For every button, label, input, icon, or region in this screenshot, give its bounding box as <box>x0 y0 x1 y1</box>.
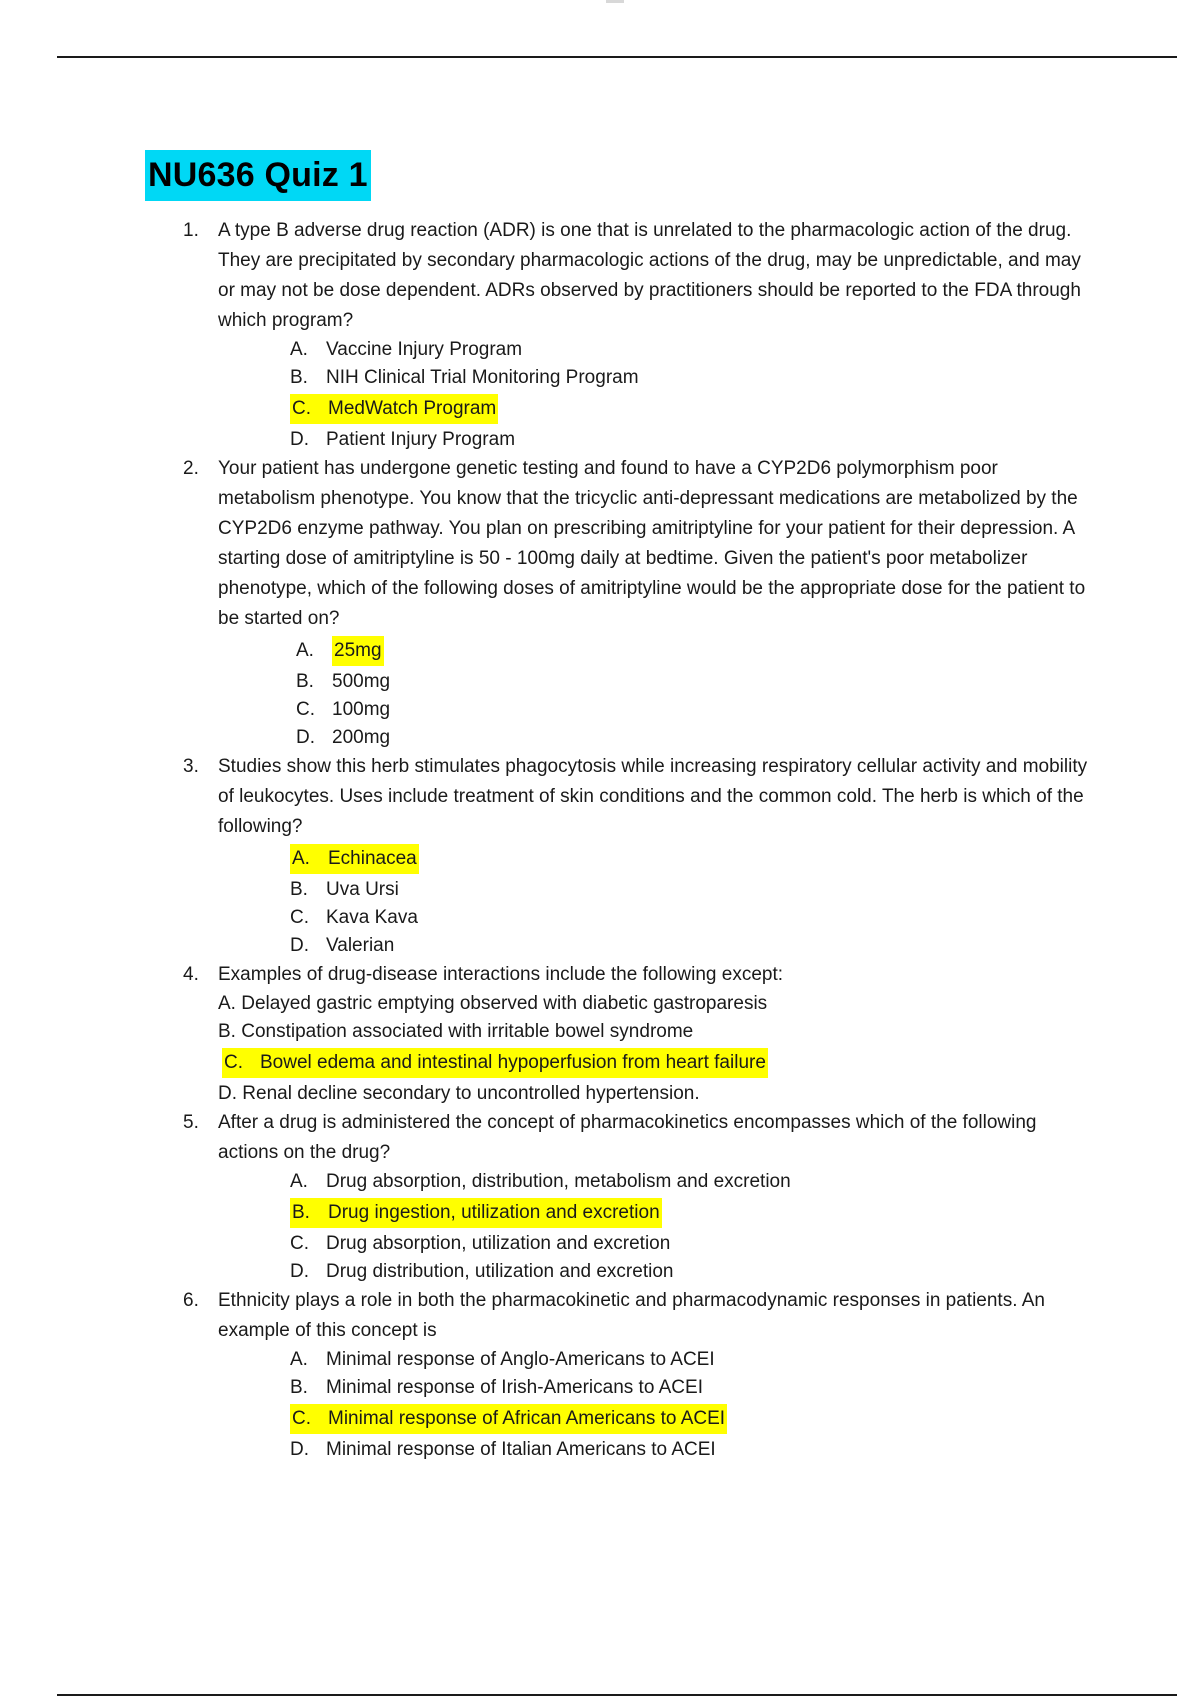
option-label: D. <box>290 935 309 956</box>
option-label: A. <box>290 1349 308 1370</box>
option-text: Echinacea <box>328 848 417 869</box>
question-text: Studies show this herb stimulates phagocytosis while increasing respiratory cellular activity and mobility of leukocytes. Uses include treatment of skin conditions and the common cold. The herb is which of the following? <box>218 756 1088 837</box>
option-a[interactable] <box>290 1168 1098 1196</box>
question-text: Examples of drug-disease interactions include the following except: <box>218 964 784 985</box>
option-text: Minimal response of Italian Americans to ACEI <box>326 1439 716 1460</box>
option-label: B. <box>290 367 308 388</box>
question-1 <box>183 216 1098 454</box>
option-c-highlighted[interactable] <box>290 1402 1098 1436</box>
option-b-highlighted[interactable] <box>290 1196 1098 1230</box>
option-text: Minimal response of Anglo-Americans to ACEI <box>326 1349 715 1370</box>
question-text: After a drug is administered the concept of pharmacokinetics encompasses which of the following actions on the drug? <box>218 1112 1037 1163</box>
question-6 <box>183 1286 1098 1464</box>
option-label: C. <box>296 699 315 720</box>
answer-options <box>218 1346 1098 1464</box>
question-text: Ethnicity plays a role in both the pharmacokinetic and pharmacodynamic responses in patients. An example of this concept is <box>218 1290 1045 1341</box>
option-b[interactable] <box>290 876 1098 904</box>
option-text: 500mg <box>332 671 391 692</box>
top-edge-mark <box>606 0 624 3</box>
option-text: 25mg <box>332 636 384 666</box>
option-text: D. Renal decline secondary to uncontrolled hypertension. <box>218 1083 700 1104</box>
option-label: D. <box>290 429 309 450</box>
option-c-highlighted[interactable] <box>222 1046 1098 1080</box>
option-text: MedWatch Program <box>328 398 497 419</box>
option-b[interactable] <box>290 364 1098 392</box>
option-text: Vaccine Injury Program <box>326 339 523 360</box>
option-text: NIH Clinical Trial Monitoring Program <box>326 367 639 388</box>
question-number: 2. <box>183 458 199 479</box>
question-number: 1. <box>183 220 199 241</box>
question-3 <box>183 752 1098 960</box>
option-label: B. <box>296 671 314 692</box>
option-text: Kava Kava <box>326 907 418 928</box>
option-b[interactable] <box>296 668 1098 696</box>
option-label: A. <box>290 339 308 360</box>
page-title: NU636 Quiz 1 <box>145 150 371 201</box>
option-text: Minimal response of Irish-Americans to ACEI <box>326 1377 703 1398</box>
answer-options <box>218 336 1098 454</box>
option-a-highlighted[interactable] <box>290 842 1098 876</box>
option-label: A. <box>296 640 314 661</box>
question-number: 5. <box>183 1112 199 1133</box>
option-text: Drug absorption, distribution, metabolism and excretion <box>326 1171 791 1192</box>
option-label: C. <box>224 1052 243 1073</box>
option-text: Minimal response of African Americans to ACEI <box>328 1408 726 1429</box>
question-2 <box>183 454 1098 752</box>
option-text: Bowel edema and intestinal hypoperfusion from heart failure <box>260 1052 766 1073</box>
option-d[interactable] <box>290 1258 1098 1286</box>
option-d[interactable] <box>290 932 1098 960</box>
option-label: D. <box>290 1439 309 1460</box>
answer-highlight <box>290 394 498 424</box>
option-label: C. <box>292 398 311 419</box>
answer-options <box>218 842 1098 960</box>
header-rule <box>57 56 1177 58</box>
answer-highlight <box>290 844 419 874</box>
option-label: C. <box>292 1408 311 1429</box>
option-label: B. <box>290 879 308 900</box>
question-5 <box>183 1108 1098 1286</box>
option-c[interactable] <box>290 1230 1098 1258</box>
option-label: D. <box>290 1261 309 1282</box>
option-label: A. <box>290 1171 308 1192</box>
option-label: A. <box>292 848 310 869</box>
option-d[interactable] <box>296 724 1098 752</box>
option-label: D. <box>296 727 315 748</box>
option-text: Valerian <box>326 935 395 956</box>
option-c[interactable] <box>296 696 1098 724</box>
answer-options <box>218 1168 1098 1286</box>
answer-highlight <box>290 1404 727 1434</box>
option-text: Uva Ursi <box>326 879 399 900</box>
option-label: B. <box>292 1202 310 1223</box>
option-label: C. <box>290 1233 309 1254</box>
option-text: Drug absorption, utilization and excretion <box>326 1233 671 1254</box>
question-text: A type B adverse drug reaction (ADR) is one that is unrelated to the pharmacologic action of the drug. They are precipitated by secondary pharmacologic actions of the drug, may be unpredictable, and may or may not be dose dependent. ADRs observed by practitioners should be reported to the FDA through which program? <box>218 220 1081 331</box>
question-4 <box>183 960 1098 1108</box>
answer-options <box>218 990 1098 1108</box>
option-a[interactable] <box>218 990 1098 1018</box>
option-text: 200mg <box>332 727 391 748</box>
answer-highlight <box>222 1048 768 1078</box>
answer-highlight <box>290 1198 662 1228</box>
option-text: Patient Injury Program <box>326 429 516 450</box>
option-text: B. Constipation associated with irritable bowel syndrome <box>218 1021 694 1042</box>
option-a[interactable] <box>290 336 1098 364</box>
option-c[interactable] <box>290 904 1098 932</box>
option-label: C. <box>290 907 309 928</box>
option-d[interactable] <box>290 1436 1098 1464</box>
option-d[interactable] <box>290 426 1098 454</box>
option-text: 100mg <box>332 699 391 720</box>
option-b[interactable] <box>218 1018 1098 1046</box>
answer-options <box>218 634 1098 752</box>
question-number: 4. <box>183 964 199 985</box>
option-b[interactable] <box>290 1374 1098 1402</box>
option-c-highlighted[interactable] <box>290 392 1098 426</box>
question-number: 3. <box>183 756 199 777</box>
quiz-body <box>0 216 1200 1464</box>
option-a-highlighted[interactable] <box>296 634 1098 668</box>
option-label: B. <box>290 1377 308 1398</box>
footer-rule <box>57 1694 1177 1696</box>
question-text: Your patient has undergone genetic testing and found to have a CYP2D6 polymorphism poor metabolism phenotype. You know that the tricyclic anti-depressant medications are metabolized by the CYP2D6 enzyme pathway. You plan on prescribing amitriptyline for your patient for their depression. A starting dose of amitriptyline is 50 - 100mg daily at bedtime. Given the patient's poor metabolizer phenotype, which of the following doses of amitriptyline would be the appropriate dose for the patient to be started on? <box>218 458 1086 629</box>
option-text: Drug ingestion, utilization and excretion <box>328 1202 660 1223</box>
question-number: 6. <box>183 1290 199 1311</box>
option-text: A. Delayed gastric emptying observed with diabetic gastroparesis <box>218 993 768 1014</box>
option-d[interactable] <box>218 1080 1098 1108</box>
option-a[interactable] <box>290 1346 1098 1374</box>
option-text: Drug distribution, utilization and excretion <box>326 1261 674 1282</box>
